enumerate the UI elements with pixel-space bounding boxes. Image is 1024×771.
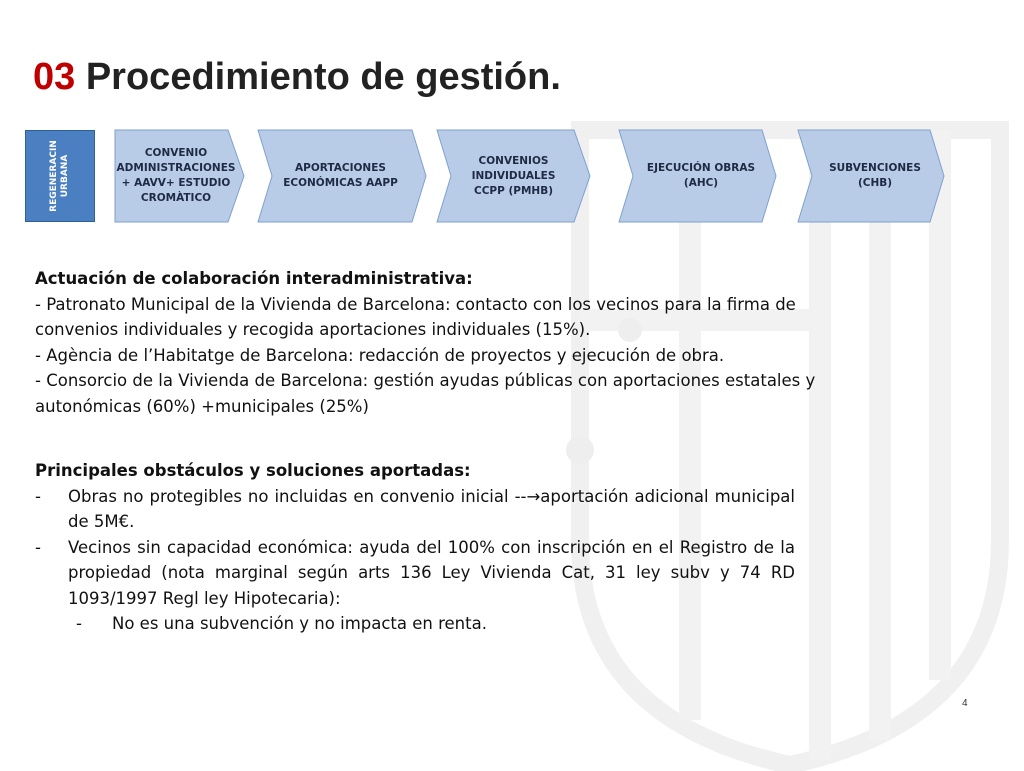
obstacles-heading: Principales obstáculos y soluciones aportadas: [35, 461, 471, 480]
stage-3-label: CONVENIOS INDIVIDUALES CCPP (PMHB) [471, 154, 556, 197]
regeneration-vertical-label: REGENERACIN URBANA [49, 140, 70, 212]
collaboration-line-1: - Patronato Municipal de la Vivienda de Barcelona: contacto con los vecinos para la firma de convenios individuales y recogida aportaciones individuales (15%). [35, 294, 796, 339]
obstacle-subitem: - No es una subvención y no impacta en renta. [76, 614, 487, 633]
stage-2-label: APORTACIONES ECONÓMICAS AAPP [283, 162, 398, 189]
obstacles-section [35, 458, 795, 637]
stage-4-label: EJECUCIÓN OBRAS (AHC) [646, 162, 756, 189]
stage-5-label: SUBVENCIONES (CHB) [829, 162, 921, 189]
collaboration-section [35, 266, 855, 419]
collaboration-heading: Actuación de colaboración interadministrativa: [35, 269, 473, 288]
page-number: 4 [962, 698, 968, 709]
collaboration-line-2: - Agència de l’Habitatge de Barcelona: redacción de proyectos y ejecución de obra. [35, 345, 725, 365]
title-number: 03 [33, 56, 76, 98]
obstacle-item-2: - Vecinos sin capacidad económica: ayuda del 100% con inscripción en el Registro de la propiedad (nota marginal según arts 136 Ley Vivienda Cat, 31 ley subv y 74 RD 1093/1997 Regl ley Hipotecaria): [35, 537, 795, 608]
obstacle-item-1: - Obras no protegibles no incluidas en convenio inicial --→aportación adicional municipal de 5M€. [35, 486, 795, 531]
title-text: Procedimiento de gestión. [75, 56, 561, 98]
collaboration-line-3: - Consorcio de la Vivienda de Barcelona: gestión ayudas públicas con aportaciones estatales y autonómicas (60%) +municipales (25%) [35, 371, 816, 416]
stage-1-label: CONVENIO ADMINISTRACIONES + AAVV+ ESTUDIO CROMÀTICO [116, 147, 236, 204]
